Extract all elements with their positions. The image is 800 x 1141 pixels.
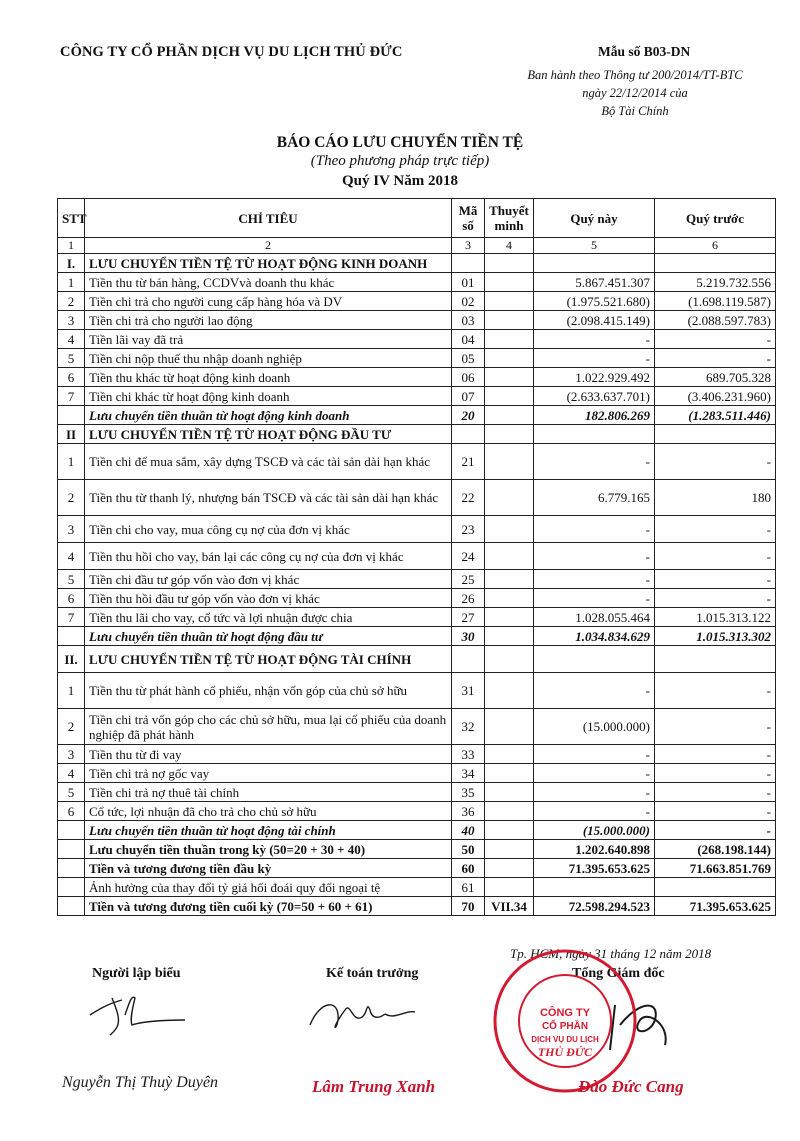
total-row [58, 897, 776, 916]
row-note [485, 444, 534, 480]
svg-text:THỦ ĐỨC: THỦ ĐỨC [537, 1045, 593, 1059]
row-stt: II [58, 425, 85, 444]
row-code: 24 [452, 543, 485, 570]
row-stt: 5 [58, 349, 85, 368]
row-previous: 689.705.328 [655, 368, 776, 387]
form-code: Mẫu số B03-DN [598, 44, 691, 59]
row-note [485, 589, 534, 608]
header-code-2: số [462, 218, 474, 233]
col-number: 5 [534, 238, 655, 254]
total-row [58, 859, 776, 878]
accountant-name: Lâm Trung Xanh [312, 1077, 436, 1096]
row-previous: - [655, 570, 776, 589]
header-code-1: Mã [458, 203, 478, 218]
row-current: 1.028.055.464 [534, 608, 655, 627]
col-number: 3 [452, 238, 485, 254]
total-row [58, 821, 776, 840]
row-previous: (1.283.511.446) [655, 406, 776, 425]
table-row [58, 709, 776, 745]
director-name: Đào Đức Cang [578, 1077, 684, 1096]
row-note [485, 368, 534, 387]
table-row [58, 387, 776, 406]
row-code: 01 [452, 273, 485, 292]
table-row [58, 330, 776, 349]
row-stt: II. [58, 646, 85, 673]
row-code: 20 [452, 406, 485, 425]
row-stt: 4 [58, 330, 85, 349]
row-name: Tiền chi để mua sắm, xây dựng TSCĐ và các tài sản dài hạn khác [85, 444, 452, 480]
row-current: 182.806.269 [534, 406, 655, 425]
row-note [485, 330, 534, 349]
row-note [485, 292, 534, 311]
row-current: - [534, 570, 655, 589]
row-code: 34 [452, 764, 485, 783]
row-code [452, 646, 485, 673]
row-stt [58, 859, 85, 878]
table-row [58, 273, 776, 292]
table-row [58, 368, 776, 387]
row-name: Tiền chi trả nợ thuê tài chính [85, 783, 452, 802]
row-previous: - [655, 745, 776, 764]
row-stt: 6 [58, 589, 85, 608]
row-current [534, 878, 655, 897]
row-stt: 5 [58, 783, 85, 802]
signature-date: Tp. HCM, ngày 31 tháng 12 năm 2018 [510, 946, 712, 961]
row-code: 50 [452, 840, 485, 859]
row-code: 32 [452, 709, 485, 745]
row-previous: - [655, 821, 776, 840]
row-code: 27 [452, 608, 485, 627]
row-stt: 5 [58, 570, 85, 589]
section-row [58, 646, 776, 673]
row-previous: 180 [655, 480, 776, 516]
column-number-row [58, 238, 776, 254]
table-row [58, 764, 776, 783]
row-stt: 7 [58, 387, 85, 406]
row-previous [655, 646, 776, 673]
row-previous: - [655, 709, 776, 745]
table-row [58, 444, 776, 480]
row-previous: 71.663.851.769 [655, 859, 776, 878]
row-previous: - [655, 783, 776, 802]
row-previous [655, 425, 776, 444]
row-code: 25 [452, 570, 485, 589]
row-name: Tiền chi trả vốn góp cho các chủ sở hữu, mua lại cổ phiếu của doanh nghiệp đã phát hành [85, 709, 452, 745]
row-note [485, 570, 534, 589]
table-row [58, 516, 776, 543]
row-name: LƯU CHUYỂN TIỀN TỆ TỪ HOẠT ĐỘNG TÀI CHÍNH [85, 646, 452, 673]
row-name: Lưu chuyển tiền thuần từ hoạt động đầu tư [85, 627, 452, 646]
row-code: 70 [452, 897, 485, 916]
col-number: 2 [85, 238, 452, 254]
row-current: 5.867.451.307 [534, 273, 655, 292]
row-name: LƯU CHUYỂN TIỀN TỆ TỪ HOẠT ĐỘNG ĐẦU TƯ [85, 425, 452, 444]
row-name: Tiền thu từ đi vay [85, 745, 452, 764]
row-note [485, 878, 534, 897]
svg-text:CÔNG TY: CÔNG TY [539, 1007, 591, 1019]
row-current: - [534, 444, 655, 480]
total-row [58, 627, 776, 646]
header-note-2: minh [494, 218, 524, 233]
row-stt: 1 [58, 273, 85, 292]
col-number: 1 [58, 238, 85, 254]
accountant-role: Kế toán trưởng [326, 966, 419, 981]
row-previous [655, 254, 776, 273]
row-note [485, 745, 534, 764]
row-code: 26 [452, 589, 485, 608]
row-previous: - [655, 444, 776, 480]
svg-text:CỔ PHẦN: CỔ PHẦN [541, 1021, 589, 1032]
row-code: 22 [452, 480, 485, 516]
table-row [58, 311, 776, 330]
row-previous: 1.015.313.122 [655, 608, 776, 627]
svg-text:DỊCH VỤ DU LỊCH: DỊCH VỤ DU LỊCH [531, 1035, 599, 1044]
row-name: Tiền thu từ thanh lý, nhượng bán TSCĐ và các tài sản dài hạn khác [85, 480, 452, 516]
table-row [58, 783, 776, 802]
table-row [58, 745, 776, 764]
table-row [58, 878, 776, 897]
table-header-row [58, 199, 776, 238]
preparer-name: Nguyễn Thị Thuỳ Duyên [62, 1074, 218, 1091]
header-note-1: Thuyết [489, 203, 529, 218]
row-code: 02 [452, 292, 485, 311]
row-stt: 6 [58, 368, 85, 387]
row-current [534, 425, 655, 444]
row-previous: (1.698.119.587) [655, 292, 776, 311]
company-name: CÔNG TY CỔ PHẦN DỊCH VỤ DU LỊCH THỦ ĐỨC [60, 44, 403, 60]
row-current: (1.975.521.680) [534, 292, 655, 311]
row-current: - [534, 745, 655, 764]
row-note [485, 543, 534, 570]
row-name: Tiền thu từ bán hàng, CCDVvà doanh thu khác [85, 273, 452, 292]
row-code [452, 254, 485, 273]
row-previous: - [655, 764, 776, 783]
row-name: Tiền chi trả nợ gốc vay [85, 764, 452, 783]
row-name: Tiền thu hồi đầu tư góp vốn vào đơn vị khác [85, 589, 452, 608]
report-title: BÁO CÁO LƯU CHUYỂN TIỀN TỆ [276, 134, 524, 151]
row-name: Tiền chi nộp thuế thu nhập doanh nghiệp [85, 349, 452, 368]
table-row [58, 802, 776, 821]
row-note [485, 516, 534, 543]
row-code: 05 [452, 349, 485, 368]
row-code: 06 [452, 368, 485, 387]
row-current: - [534, 589, 655, 608]
row-note [485, 273, 534, 292]
row-note [485, 627, 534, 646]
preparer-role: Người lập biểu [92, 966, 181, 981]
row-stt: 4 [58, 764, 85, 783]
row-stt [58, 821, 85, 840]
row-name: Cổ tức, lợi nhuận đã cho trả cho chủ sở hữu [85, 802, 452, 821]
row-stt: 4 [58, 543, 85, 570]
cash-flow-table [57, 198, 776, 916]
row-stt: 3 [58, 745, 85, 764]
row-stt [58, 897, 85, 916]
row-current: - [534, 330, 655, 349]
row-stt: 2 [58, 480, 85, 516]
report-period: Quý IV Năm 2018 [342, 173, 458, 189]
row-current: 6.779.165 [534, 480, 655, 516]
row-current [534, 254, 655, 273]
row-stt [58, 840, 85, 859]
issued-line-1: Ban hành theo Thông tư 200/2014/TT-BTC [527, 68, 743, 82]
row-stt: 3 [58, 516, 85, 543]
row-previous: (268.198.144) [655, 840, 776, 859]
row-note [485, 311, 534, 330]
col-number: 4 [485, 238, 534, 254]
row-name: LƯU CHUYỂN TIỀN TỆ TỪ HOẠT ĐỘNG KINH DOANH [85, 254, 452, 273]
row-current: - [534, 764, 655, 783]
row-note [485, 821, 534, 840]
row-name: Tiền chi khác từ hoạt động kinh doanh [85, 387, 452, 406]
row-current: 72.598.294.523 [534, 897, 655, 916]
table-row [58, 480, 776, 516]
row-current: (2.098.415.149) [534, 311, 655, 330]
row-note [485, 859, 534, 878]
row-name: Ảnh hưởng của thay đổi tỷ giá hối đoái quy đổi ngoại tệ [85, 878, 452, 897]
row-stt [58, 878, 85, 897]
header-previous: Quý trước [655, 199, 776, 238]
table-row [58, 292, 776, 311]
row-stt: 1 [58, 444, 85, 480]
table-row [58, 673, 776, 709]
row-code: 36 [452, 802, 485, 821]
report-subtitle: (Theo phương pháp trực tiếp) [310, 153, 490, 169]
header-code [452, 199, 485, 238]
row-stt [58, 627, 85, 646]
row-note [485, 254, 534, 273]
company-seal [490, 946, 640, 1096]
row-previous: - [655, 802, 776, 821]
row-name: Tiền thu lãi cho vay, cổ tức và lợi nhuận được chia [85, 608, 452, 627]
row-note [485, 673, 534, 709]
row-previous: - [655, 673, 776, 709]
row-current: - [534, 673, 655, 709]
row-current: (15.000.000) [534, 709, 655, 745]
row-code: 03 [452, 311, 485, 330]
row-code: 04 [452, 330, 485, 349]
row-previous: 71.395.653.625 [655, 897, 776, 916]
row-previous: (2.088.597.783) [655, 311, 776, 330]
row-name: Lưu chuyển tiền thuần từ hoạt động kinh doanh [85, 406, 452, 425]
row-current: - [534, 802, 655, 821]
col-number: 6 [655, 238, 776, 254]
row-note: VII.34 [485, 897, 534, 916]
row-code [452, 425, 485, 444]
row-code: 61 [452, 878, 485, 897]
row-current: 71.395.653.625 [534, 859, 655, 878]
row-note [485, 709, 534, 745]
table-body [58, 254, 776, 916]
row-name: Tiền thu hồi cho vay, bán lại các công cụ nợ của đơn vị khác [85, 543, 452, 570]
row-code: 30 [452, 627, 485, 646]
row-name: Lưu chuyển tiền thuần trong kỳ (50=20 + 30 + 40) [85, 840, 452, 859]
row-current [534, 646, 655, 673]
issued-note [500, 66, 770, 120]
row-name: Tiền thu khác từ hoạt động kinh doanh [85, 368, 452, 387]
table-row [58, 543, 776, 570]
row-note [485, 480, 534, 516]
row-note [485, 764, 534, 783]
row-current: - [534, 516, 655, 543]
row-code: 31 [452, 673, 485, 709]
row-note [485, 425, 534, 444]
row-current: - [534, 349, 655, 368]
table-row [58, 589, 776, 608]
row-name: Tiền và tương đương tiền cuối kỳ (70=50 + 60 + 61) [85, 897, 452, 916]
row-note [485, 387, 534, 406]
row-stt: 2 [58, 292, 85, 311]
row-previous: 1.015.313.302 [655, 627, 776, 646]
issued-line-3: Bộ Tài Chính [601, 104, 669, 118]
row-note [485, 783, 534, 802]
section-row [58, 254, 776, 273]
row-stt: 1 [58, 673, 85, 709]
row-code: 33 [452, 745, 485, 764]
row-stt: 3 [58, 311, 85, 330]
row-previous: - [655, 516, 776, 543]
row-stt: 7 [58, 608, 85, 627]
row-code: 40 [452, 821, 485, 840]
row-stt: 2 [58, 709, 85, 745]
row-code: 60 [452, 859, 485, 878]
row-previous: - [655, 589, 776, 608]
row-name: Tiền chi cho vay, mua công cụ nợ của đơn vị khác [85, 516, 452, 543]
row-previous: - [655, 330, 776, 349]
director-role: Tổng Giám đốc [572, 966, 665, 981]
row-current: (2.633.637.701) [534, 387, 655, 406]
accountant-signature [300, 990, 420, 1040]
row-note [485, 349, 534, 368]
row-current: 1.034.834.629 [534, 627, 655, 646]
row-code: 23 [452, 516, 485, 543]
table-row [58, 608, 776, 627]
total-row [58, 840, 776, 859]
row-stt [58, 406, 85, 425]
header-stt: STT [58, 199, 85, 238]
row-note [485, 608, 534, 627]
row-name: Tiền chi trả cho người lao động [85, 311, 452, 330]
row-note [485, 840, 534, 859]
row-code: 21 [452, 444, 485, 480]
row-name: Tiền chi đầu tư góp vốn vào đơn vị khác [85, 570, 452, 589]
row-note [485, 406, 534, 425]
table-row [58, 570, 776, 589]
preparer-signature [80, 990, 190, 1040]
header-note [485, 199, 534, 238]
row-name: Tiền chi trả cho người cung cấp hàng hóa và DV [85, 292, 452, 311]
table-row [58, 349, 776, 368]
row-previous: - [655, 543, 776, 570]
row-previous: - [655, 349, 776, 368]
row-current: 1.022.929.492 [534, 368, 655, 387]
row-current: (15.000.000) [534, 821, 655, 840]
row-code: 07 [452, 387, 485, 406]
row-name: Lưu chuyển tiền thuần từ hoạt động tài chính [85, 821, 452, 840]
row-stt: I. [58, 254, 85, 273]
row-code: 35 [452, 783, 485, 802]
row-name: Tiền thu từ phát hành cổ phiếu, nhận vốn góp của chủ sở hữu [85, 673, 452, 709]
section-row [58, 425, 776, 444]
row-name: Tiền lãi vay đã trả [85, 330, 452, 349]
row-previous: (3.406.231.960) [655, 387, 776, 406]
row-note [485, 646, 534, 673]
header-name: CHỈ TIÊU [85, 199, 452, 238]
issued-line-2: ngày 22/12/2014 của [582, 86, 688, 100]
row-previous: 5.219.732.556 [655, 273, 776, 292]
row-current: 1.202.640.898 [534, 840, 655, 859]
row-current: - [534, 783, 655, 802]
row-previous [655, 878, 776, 897]
row-name: Tiền và tương đương tiền đầu kỳ [85, 859, 452, 878]
row-stt: 6 [58, 802, 85, 821]
header-current: Quý này [534, 199, 655, 238]
row-note [485, 802, 534, 821]
total-row [58, 406, 776, 425]
row-current: - [534, 543, 655, 570]
